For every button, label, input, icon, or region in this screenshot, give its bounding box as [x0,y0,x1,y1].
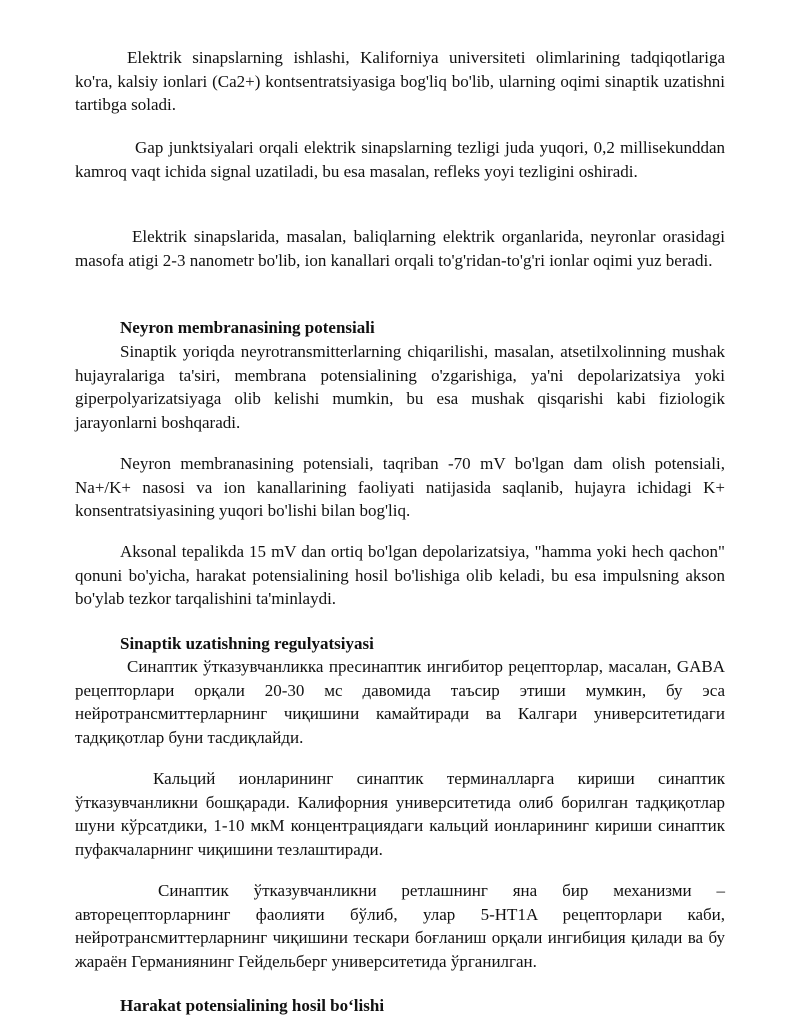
paragraph-2: Gap junktsiyalari orqali elektrik sinapslarning tezligi juda yuqori, 0,2 millisekunddan kamroq vaqt ichida signal uzatiladi, bu esa masalan, refleks yoyi tezligini oshiradi. [75,138,725,181]
heading-membrane-potential: Neyron membranasining potensiali [120,318,375,337]
paragraph-5: Neyron membranasining potensiali, taqriban -70 mV bo'lgan dam olish potensiali, Na+/K+ nasosi va ion kanallarining faoliyati natijasida saqlanib, hujayra ichidagi K+ konsentratsiyasining yuqori bo'lishi bilan bog'liq. [75,454,725,520]
paragraph-3: Elektrik sinapslarida, masalan, baliqlarning elektrik organlarida, neyronlar orasidagi masofa atigi 2-3 nanometr bo'lib, ion kanallari orqali to'g'ridan-to'g'ri ionlar oqimi yuz beradi. [75,227,725,270]
heading-synaptic-regulation: Sinaptik uzatishning regulyatsiyasi [120,634,374,653]
paragraph-1: Elektrik sinapslarning ishlashi, Kaliforniya universiteti olimlarining tadqiqotlariga ko'ra, kalsiy ionlari (Ca2+) kontsentratsiyasiga bog'liq bo'lib, ularning oqimi sinaptik uzatishni tartibga soladi. [75,48,725,114]
paragraph-8: Кальций ионларининг синаптик терминалларга кириши синаптик ўтказувчанликни бошқаради. Калифорния университетида олиб борилган тадқиқотлар шуни кўрсатдики, 1-10 мкМ концентрациядаги кальций ионларининг кириши синаптик пуфакчаларнинг чиқишини тезлаштиради. [75,769,725,859]
paragraph-6: Aksonal tepalikda 15 mV dan ortiq bo'lgan depolarizatsiya, "hamma yoki hech qachon" qonuni bo'yicha, harakat potensialining hosil bo'lishiga olib keladi, bu esa impulsning akson bo'ylab tezkor tarqalishini ta'minlaydi. [75,542,725,608]
heading-action-potential: Harakat potensialining hosil bo‘lishi [120,996,385,1015]
paragraph-7: Синаптик ўтказувчанликка пресинаптик ингибитор рецепторлар, масалан, GABA рецепторлари орқали 20-30 мс давомида таъсир этиши мумкин, бу эса нейротрансмиттерларнинг чиқишини камайтиради ва Калгари университетидаги тадқиқотлар буни тасдиқлайди. [75,657,725,747]
paragraph-9: Синаптик ўтказувчанликни ретлашнинг яна бир механизми – авторецепторларнинг фаолияти бўлиб, улар 5-HT1A рецепторлари каби, нейротрансмиттерларнинг чиқишини тескари боғланиш орқали ингибиция қилади ва бу жараён Германиянинг Гейдельберг университетида ўрганилган. [75,881,725,971]
paragraph-4: Sinaptik yoriqda neyrotransmitterlarning chiqarilishi, masalan, atsetilxolinning mushak hujayralariga ta'siri, membrana potensialining o'zgarishiga, ya'ni depolarizatsiya yoki giperpolyarizatsiyaga olib kelishi mumkin, bu esa mushak qisqarishi kabi fiziologik jarayonlarni boshqaradi. [75,342,725,432]
